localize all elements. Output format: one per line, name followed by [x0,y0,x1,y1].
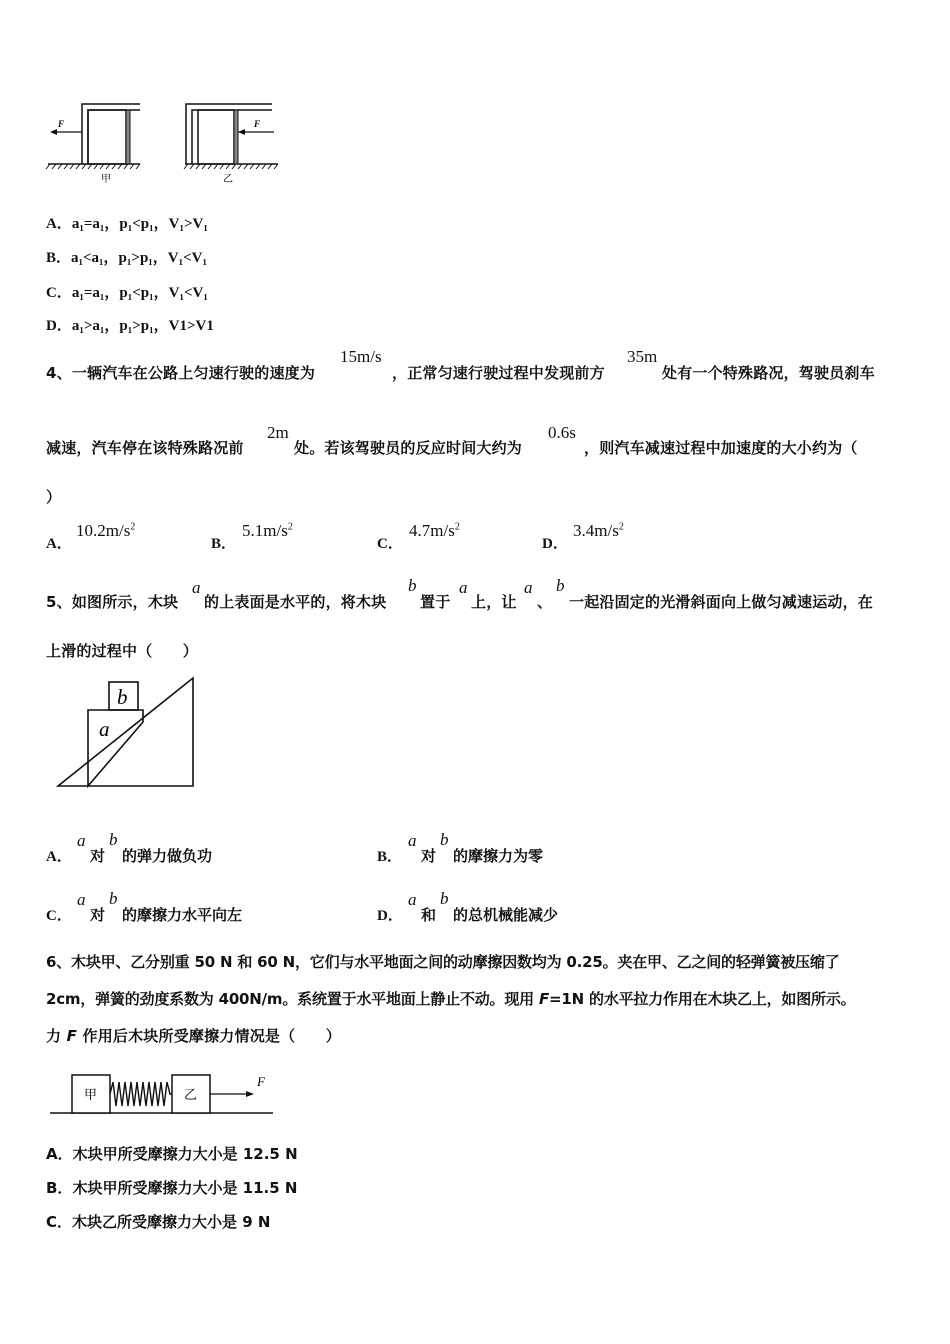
q4-text-1c: 处有一个特殊路况，驾驶员刹车 [662,364,875,382]
q6-option-b: B．木块甲所受摩擦力大小是 11.5 N [46,1179,298,1197]
q5-option-a-var1: a [77,831,86,850]
q5-fig-label-a: a [99,717,110,741]
q5-text-line2: 上滑的过程中（ ） [46,642,199,660]
q5-var-a-2: a [459,578,468,597]
q5-option-b-letter: B． [377,849,403,865]
q6-text-line3: 力 F 作用后木块所受摩擦力情况是（ ） [46,1027,341,1045]
q4-text-3: ） [46,488,62,506]
q5-option-a-mid: 对 [90,847,106,865]
q5-block-a [88,710,143,786]
q5-text-5: 、 [537,593,553,611]
q6-text-line1: 6、木块甲、乙分别重 50 N 和 60 N，它们与水平地面之间的动摩擦因数均为 0.25。夹在甲、乙之间的轻弹簧被压缩了 [46,953,840,971]
q4-text-2b: 处。若该驾驶员的反应时间大约为 [294,439,523,457]
q4-option-d-value: $3.4m/s^2$ [573,521,624,540]
q5-var-a-1: a [192,578,201,597]
q4-text-2a: 减速，汽车停在该特殊路况前 [46,439,244,457]
q5-text-4: 上，让 [471,593,517,611]
q5-option-c-letter: C． [46,908,72,924]
q4-option-c-letter: C． [377,536,403,552]
q6-force-label: F [257,1074,265,1089]
q5-option-c-rest: 的摩擦力水平向左 [122,906,243,924]
q6-fig-label-yi: 乙 [184,1087,198,1102]
q4-option-c-value: $4.7m/s^2$ [409,521,460,540]
q4-option-a-letter: A． [46,536,72,552]
q5-option-d-var2: b [440,889,449,908]
q5-option-a-letter: A． [46,849,72,865]
q5-option-c-mid: 对 [90,906,106,924]
q3-figure [40,98,280,186]
q5-option-d-letter: D． [377,908,403,924]
q4-dist1: 35m [627,347,658,366]
q6-figure [48,1068,278,1122]
q5-option-b-var2: b [440,830,449,849]
q5-option-b-rest: 的摩擦力为零 [453,847,544,865]
q3-label-jia: 甲 [101,174,111,185]
q4-option-d-letter: D． [542,536,568,552]
q3-figure-left [46,104,140,185]
q5-text-2: 的上表面是水平的，将木块 [204,593,387,611]
q6-text-line2: 2cm，弹簧的劲度系数为 400N/m。系统置于水平地面上静止不动。现用 F=1N 的水平拉力作用在木块乙上，如图所示。 [46,990,856,1008]
q5-option-c-var1: a [77,890,86,909]
q6-option-a: A．木块甲所受摩擦力大小是 12.5 N [46,1145,298,1163]
q3-option-d: D．a₁>a₁，p₁>p₁，V1>V1 [46,318,214,334]
q6-spring [110,1082,172,1106]
q6-option-c: C．木块乙所受摩擦力大小是 9 N [46,1213,271,1231]
q5-option-b-var1: a [408,831,417,850]
q4-option-a-value: $10.2m/s^2$ [76,521,136,540]
q4-option-b-value: $5.1m/s^2$ [242,521,293,540]
q5-figure [52,672,200,794]
q5-var-b-1: b [408,576,417,595]
q3-figure-right [184,104,278,185]
q3-option-a: A．a₁=a₁，p₁<p₁，V₁>V₁ [46,216,208,232]
q5-option-a-rest: 的弹力做负功 [122,847,213,865]
q5-fig-label-b: b [117,685,128,709]
q5-option-b-mid: 对 [421,847,437,865]
q3-option-c: C．a₁=a₁，p₁<p₁，V₁<V₁ [46,285,208,301]
q4-dist2: 2m [267,423,289,442]
q4-text-1a: 4、一辆汽车在公路上匀速行驶的速度为 [46,364,316,382]
q3-force-label-left: F [58,119,65,129]
q6-fig-label-jia: 甲 [84,1087,98,1102]
q5-option-d-var1: a [408,890,417,909]
q4-text-2c: ，则汽车减速过程中加速度的大小约为（ [584,439,858,457]
q3-force-label-right: F [254,119,261,129]
q5-var-a-3: a [524,578,533,597]
q5-option-a-var2: b [109,830,118,849]
q5-option-d-rest: 的总机械能减少 [453,906,559,924]
q5-option-c-var2: b [109,889,118,908]
q5-text-6: 一起沿固定的光滑斜面向上做匀减速运动，在 [569,593,874,611]
q3-label-yi: 乙 [223,174,233,185]
q4-speed: 15m/s [340,347,382,366]
q5-text-1: 5、如图所示，木块 [46,593,179,611]
q4-time: 0.6s [548,423,576,442]
q5-option-d-mid: 和 [421,906,437,924]
q4-text-1b: ，正常匀速行驶过程中发现前方 [392,364,605,382]
q5-var-b-2: b [556,576,565,595]
q3-option-b: B．a₁<a₁，p₁>p₁，V₁<V₁ [46,250,207,266]
q5-text-3: 置于 [420,593,451,611]
q4-option-b-letter: B． [211,536,237,552]
